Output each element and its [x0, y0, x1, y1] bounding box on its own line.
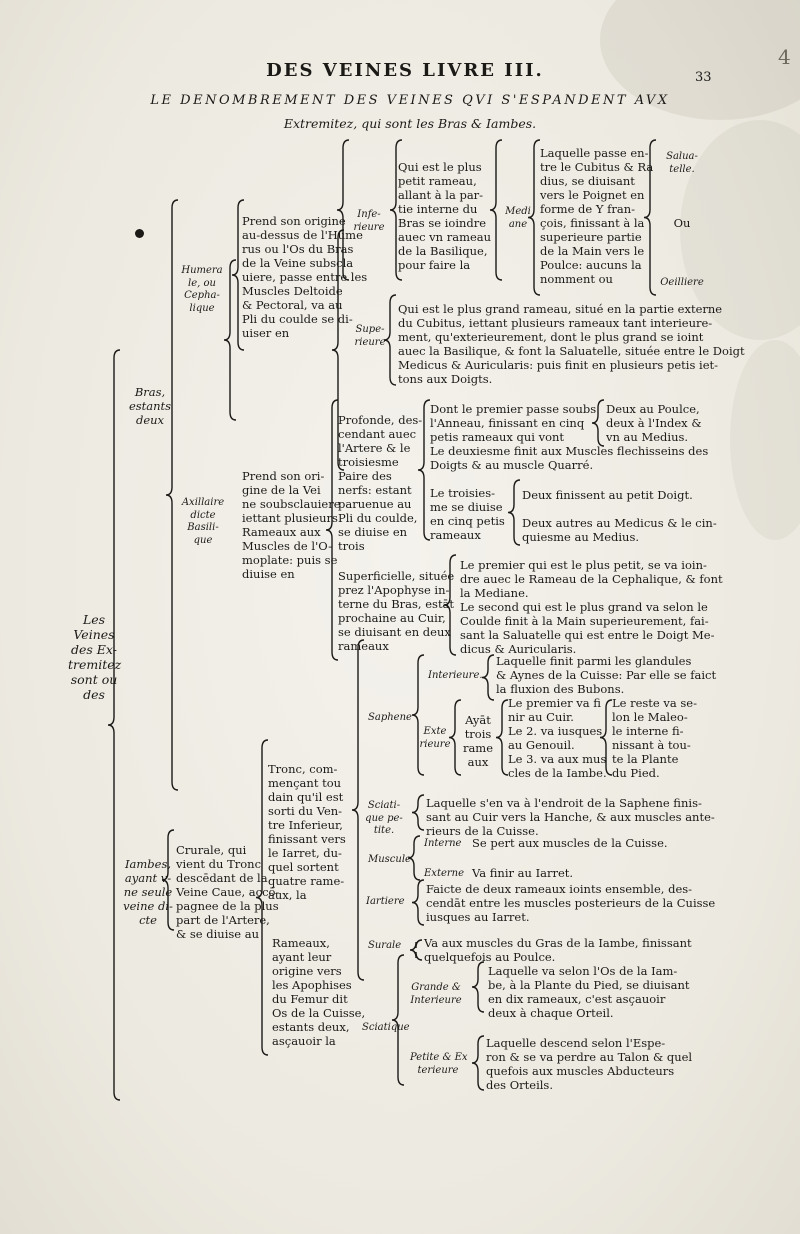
root-label-line: Veines — [73, 627, 115, 642]
superieure-desc-line: du Cubitus, iettant plusieurs rameaux tant interieure- — [398, 316, 713, 330]
inferieure-label — [350, 209, 388, 234]
axillaire-desc — [242, 469, 341, 581]
axillaire-label-line: dicte — [190, 509, 216, 521]
profonde-label-line: Pli du coulde, — [338, 511, 418, 525]
ou-label: Ou — [673, 216, 691, 230]
sciatique-grande-label — [410, 982, 462, 1007]
curly-brace — [472, 1036, 484, 1090]
saphene-exterieure-desc — [462, 713, 494, 769]
superficielle-second-line: sant la Saluatelle qui est entre le Doigt Me- — [460, 628, 715, 642]
tronc-desc-line: quel sortent — [268, 860, 339, 874]
profonde-second-line: Doigts & au muscle Quarré. — [430, 458, 594, 472]
axillaire-desc-line: gine de la Vei — [242, 483, 321, 497]
curly-brace — [508, 480, 520, 545]
inferieure-label-line: Infe- — [357, 209, 381, 220]
superficielle-label-line: se diuisant en deux — [338, 625, 451, 639]
superficielle-second-line: dicus & Auricularis. — [460, 642, 577, 656]
surale-desc — [424, 936, 692, 964]
inferieure-desc-line: de la Basilique, — [398, 244, 488, 258]
mediane-desc-line: forme de Y fran- — [540, 202, 636, 216]
saphene-exterieure-desc-line: aux — [467, 755, 489, 769]
saphene-reste-line: nissant à tou- — [612, 738, 691, 752]
bras-label — [122, 385, 178, 427]
axillaire-desc-line: Rameaux aux — [242, 525, 321, 539]
rameaux-desc-line: du Femur dit — [272, 992, 348, 1006]
tronc-desc-line: mençant tou — [268, 776, 342, 790]
page-title: DES VEINES LIVRE III. — [266, 60, 544, 81]
tronc-desc-line: tre Inferieur, — [268, 818, 343, 832]
bras-label-line: estants — [128, 399, 172, 413]
profonde-second — [430, 444, 708, 472]
mediane-desc-line: nomment ou — [540, 272, 613, 286]
curly-brace — [412, 795, 424, 830]
margin-mark: 4 — [778, 45, 791, 69]
profonde-first-branches-line: vn au Medius. — [606, 430, 689, 444]
saphene-rameaux — [508, 696, 607, 780]
superficielle-label-line: terne du Bras, estāt — [338, 597, 455, 611]
humerale-desc-line: Pli du coulde se di- — [242, 312, 353, 326]
rameaux-desc-line: Os de la Cuisse, — [272, 1006, 366, 1020]
profonde-first — [430, 402, 596, 444]
curly-brace — [410, 940, 422, 960]
profonde-third-b — [522, 516, 717, 544]
superficielle-second — [460, 600, 715, 656]
musculeuse-interne-desc: Se pert aux muscles de la Cuisse. — [472, 836, 668, 850]
rameaux-desc-line: origine vers — [272, 964, 342, 978]
sciatique-petite-ext-desc-line: des Orteils. — [486, 1078, 553, 1092]
bras-label-line: deux — [135, 413, 165, 427]
tronc-desc-line: aux, la — [268, 888, 307, 902]
iartiere-label: Iartiere — [366, 896, 405, 907]
mediane-label-line: ane — [508, 218, 528, 230]
crurale-desc-line: vient du Tronc — [176, 857, 262, 871]
inferieure-desc-line: petit rameau, — [398, 174, 477, 188]
axillaire-desc-line: moplate: puis se — [242, 553, 338, 567]
superieure-desc-line: auec la Basilique, & font la Saluatelle, située entre le Doigt — [398, 344, 745, 358]
saphene-exterieure-desc-line: trois — [464, 727, 492, 741]
mediane-desc-line: Poulce: aucuns la — [540, 258, 642, 272]
sciatique-grande-desc — [488, 964, 690, 1020]
iartiere-desc-line: cendāt entre les muscles posterieurs de la Cuisse — [426, 896, 716, 910]
saphene-rameaux-line: nir au Cuir. — [508, 710, 574, 724]
musculeuse-label: Muscule — [368, 854, 411, 865]
profonde-label-line: l'Artere & le — [338, 441, 411, 455]
profonde-third-line: rameaux — [430, 528, 481, 542]
iambes-label-line: Iambes, — [124, 857, 172, 871]
humerale-desc-line: rus ou l'Os du Bras — [242, 242, 354, 256]
profonde-first-branches — [606, 402, 702, 444]
superieure-desc-line: tons aux Doigts. — [398, 372, 493, 386]
sciatique-grande-desc-line: en dix rameaux, c'est asçauoir — [488, 992, 666, 1006]
axillaire-desc-line: ne soubsclauiere — [242, 497, 341, 511]
humerale-label-line: Cepha- — [184, 290, 220, 301]
saphene-label: Saphene — [368, 712, 412, 723]
saphene-reste — [612, 696, 697, 780]
humerale-label-line: le, ou — [188, 277, 216, 289]
iambes-label-line: ne seule — [123, 885, 173, 899]
sciatique-petite-ext-label — [410, 1052, 466, 1077]
profonde-label-line: se diuise en — [338, 525, 408, 539]
root-label-line: tremitez — [68, 657, 122, 672]
sciatique-label: Sciatique — [362, 1022, 410, 1033]
oeilliere-label: Oeilliere — [660, 277, 704, 288]
superieure-desc-line: Medicus & Auricularis: puis finit en plusieurs petis iet- — [398, 358, 719, 372]
axillaire-label — [178, 497, 228, 547]
saphene-exterieure-label-line: rieure — [419, 738, 451, 750]
curly-brace — [496, 700, 508, 775]
crurale-desc-line: Crurale, qui — [176, 843, 247, 857]
sciatique-petite-ext-label-line: Petite & Ex — [410, 1052, 468, 1063]
humerale-desc — [242, 214, 367, 340]
sciatique-petite-label — [364, 800, 404, 838]
superieure-label — [350, 324, 390, 349]
superieure-label-line: Supe- — [355, 324, 385, 335]
humerale-desc-line: Prend son origine — [242, 214, 346, 228]
sciatique-petite-ext-label-line: terieure — [417, 1064, 459, 1076]
rameaux-desc-line: les Apophises — [272, 978, 352, 992]
salvatelle-label-line: telle. — [669, 163, 695, 175]
superficielle-first-line: la Mediane. — [460, 586, 529, 600]
profonde-label-line: paruenue au — [338, 497, 412, 511]
superficielle-label-line: rameaux — [338, 639, 389, 653]
mediane-desc-line: tre le Cubitus & Ra — [540, 160, 654, 174]
profonde-label-line: troisiesme — [338, 455, 399, 469]
mediane-desc-line: vers le Poignet en — [540, 188, 645, 202]
surale-desc-line: quelquefois au Poulce. — [424, 950, 556, 964]
saphene-rameaux-line: Le 3. va aux mus — [508, 752, 607, 766]
profonde-first-line: Dont le premier passe soubs — [430, 402, 597, 416]
sciatique-petite-ext-desc-line: quefois aux muscles Abducteurs — [486, 1064, 675, 1078]
profonde-first-branches-line: Deux au Poulce, — [606, 402, 700, 416]
bras-label-line: Bras, — [134, 385, 166, 399]
mediane-desc — [540, 146, 653, 286]
profonde-third-b-line: Deux autres au Medicus & le cin- — [522, 516, 717, 530]
profonde-label-line: nerfs: estant — [338, 483, 412, 497]
profonde-first-branches-line: deux à l'Index & — [606, 416, 702, 430]
profonde-label-line: Paire des — [338, 469, 392, 483]
humerale-desc-line: de la Veine subscla — [242, 256, 354, 270]
saphene-exterieure-desc-line: rame — [462, 741, 494, 755]
subtitle-line-1: LE DENOMBREMENT DES VEINES QVI S'ESPANDENT AVX — [150, 93, 670, 108]
sciatique-grande-label-line: Grande & — [411, 982, 461, 993]
humerale-desc-line: Muscles Deltoide — [242, 284, 343, 298]
iambes-label-line: cte — [139, 913, 157, 927]
superficielle-label-line: Superficielle, située — [338, 569, 455, 583]
curly-brace — [108, 350, 120, 1100]
saphene-reste-line: du Pied. — [612, 766, 660, 780]
iambes-label — [120, 857, 176, 927]
subtitle-line-2: Extremitez, qui sont les Bras & Iambes. — [283, 116, 537, 131]
crurale-desc-line: & se diuise au — [176, 927, 260, 941]
humerale-label — [176, 265, 228, 315]
page-number: 33 — [695, 70, 712, 85]
root-label-line: Les — [82, 612, 106, 627]
rameaux-desc-line: asçauoir la — [272, 1034, 336, 1048]
saphene-exterieure-label-line: Exte — [423, 726, 447, 737]
superficielle-second-line: Le second qui est le plus grand va selon le — [460, 600, 708, 614]
tronc-desc — [268, 762, 346, 902]
mediane-label-line: Medi — [505, 206, 531, 217]
tronc-desc-line: sorti du Ven- — [268, 804, 343, 818]
bullet-mark — [135, 229, 144, 238]
curly-brace — [472, 962, 484, 1012]
saphene-exterieure-label — [418, 726, 452, 751]
iartiere-desc-line: iusques au Iarret. — [426, 910, 530, 924]
superficielle-label — [338, 569, 454, 653]
sciatique-grande-desc-line: Laquelle va selon l'Os de la Iam- — [488, 964, 678, 978]
superficielle-first-line: dre auec le Rameau de la Cephalique, & font — [460, 572, 723, 586]
sciatique-grande-desc-line: deux à chaque Orteil. — [488, 1006, 614, 1020]
sciatique-petite-ext-desc — [486, 1036, 692, 1092]
tronc-desc-line: le Iarret, du- — [268, 846, 342, 860]
crurale-desc-line: pagnee de la plus — [176, 899, 279, 913]
axillaire-desc-line: diuise en — [242, 567, 295, 581]
axillaire-desc-line: Prend son ori- — [242, 469, 325, 483]
profonde-third-b-line: quiesme au Medius. — [522, 530, 640, 544]
sciatique-petite-desc-line: Laquelle s'en va à l'endroit de la Saphene finis- — [426, 796, 702, 810]
sciatique-petite-desc-line: sant au Cuir vers la Hanche, & aux muscles ante- — [426, 810, 715, 824]
inferieure-desc — [398, 160, 491, 272]
rameaux-desc-line: Rameaux, — [272, 936, 330, 950]
mediane-label — [500, 206, 536, 231]
profonde-second-line: Le deuxiesme finit aux Muscles flechisseins des — [430, 444, 709, 458]
musculeuse-externe-label: Externe — [424, 868, 465, 879]
root-label-line: des — [83, 687, 105, 702]
musculeuse-externe-desc: Va finir au Iarret. — [472, 866, 574, 880]
root-label-line: des Ex- — [71, 642, 117, 657]
saphene-rameaux-line: Le 2. va iusques — [508, 724, 603, 738]
inferieure-desc-line: Qui est le plus — [398, 160, 482, 174]
sciatique-petite-desc-line: rieurs de la Cuisse. — [426, 824, 539, 838]
saphene-reste-line: le interne fi- — [612, 724, 684, 738]
saphene-rameaux-line: cles de la Iambe. — [508, 766, 607, 780]
profonde-third-line: Le troisies- — [430, 486, 495, 500]
mediane-desc-line: superieure partie — [540, 230, 642, 244]
superieure-desc-line: ment, qu'exterieurement, dont le plus grand se ioint — [398, 330, 704, 344]
humerale-desc-line: au-dessus de l'Hume — [242, 228, 363, 242]
curly-brace — [412, 655, 424, 775]
surale-label: Surale — [368, 940, 402, 951]
mediane-desc-line: de la Main vers le — [540, 244, 645, 258]
saphene-interieure-desc-line: la fluxion des Bubons. — [496, 682, 625, 696]
profonde-first-line: petis rameaux qui vont — [430, 430, 565, 444]
profonde-first-line: l'Anneau, finissant en cinq — [430, 416, 585, 430]
axillaire-desc-line: iettant plusieurs — [242, 511, 338, 525]
rameaux-desc-line: estants deux, — [272, 1020, 350, 1034]
mediane-desc-line: dius, se diuisant — [540, 174, 635, 188]
sciatique-grande-desc-line: be, à la Plante du Pied, se diuisant — [488, 978, 690, 992]
inferieure-desc-line: pour faire la — [398, 258, 471, 272]
iartiere-desc-line: Faicte de deux rameaux ioints ensemble, des- — [426, 882, 693, 896]
tronc-desc-line: dain qu'il est — [268, 790, 344, 804]
humerale-desc-line: uiser en — [242, 326, 290, 340]
saphene-rameaux-line: Le premier va fi — [508, 696, 601, 710]
axillaire-desc-line: Muscles de l'O- — [242, 539, 332, 553]
superficielle-label-line: prochaine au Cuir, — [338, 611, 446, 625]
inferieure-desc-line: allant à la par- — [398, 188, 484, 202]
tronc-desc-line: finissant vers — [268, 832, 346, 846]
inferieure-desc-line: tie interne du — [398, 202, 478, 216]
profonde-label-line: trois — [338, 539, 365, 553]
sciatique-petite-desc — [426, 796, 715, 838]
inferieure-desc-line: Bras se ioindre — [398, 216, 487, 230]
root-label-line: sont ou — [70, 672, 118, 687]
salvatelle-label-line: Salua- — [666, 151, 698, 162]
crurale-desc — [176, 843, 279, 941]
saphene-reste-line: Le reste va se- — [612, 696, 697, 710]
superieure-label-line: rieure — [354, 336, 386, 348]
saphene-interieure-desc — [496, 654, 716, 696]
profonde-label-line: cendant auec — [338, 427, 417, 441]
iambes-label-line: ayant v- — [124, 871, 172, 885]
profonde-third-line: en cinq petis — [430, 514, 505, 528]
curly-brace — [352, 640, 364, 980]
saphene-interieure-desc-line: & Aynes de la Cuisse: Par elle se faict — [496, 668, 717, 682]
axillaire-label-line: Axillaire — [181, 497, 225, 508]
sciatique-petite-ext-desc-line: ron & se va perdre au Talon & quel — [486, 1050, 693, 1064]
inferieure-desc-line: auec vn rameau — [398, 230, 492, 244]
saphene-interieure-label: Interieure. — [428, 670, 483, 681]
musculeuse-interne-label: Interne — [424, 838, 462, 849]
humerale-label-line: lique — [189, 302, 215, 314]
profonde-label — [338, 413, 422, 553]
profonde-third-a: Deux finissent au petit Doigt. — [522, 488, 693, 502]
profonde-third — [430, 486, 505, 542]
inferieure-label-line: rieure — [353, 221, 385, 233]
curly-brace — [412, 880, 424, 925]
crurale-desc-line: part de l'Artere, — [176, 913, 270, 927]
superficielle-label-line: prez l'Apophyse in- — [338, 583, 450, 597]
saphene-reste-line: te la Plante — [612, 752, 679, 766]
sciatique-petite-label-line: Sciati- — [367, 800, 401, 811]
surale-desc-line: Va aux muscles du Gras de la Iambe, finissant — [424, 936, 692, 950]
iartiere-desc — [426, 882, 715, 924]
curly-brace — [482, 655, 494, 700]
superieure-desc — [398, 302, 745, 386]
crurale-desc-line: descēdant de la — [176, 871, 268, 885]
superficielle-second-line: Coulde finit à la Main superieurement, fai- — [460, 614, 709, 628]
saphene-interieure-desc-line: Laquelle finit parmi les glandules — [496, 654, 692, 668]
humerale-desc-line: & Pectoral, va au — [242, 298, 343, 312]
rameaux-desc-line: ayant leur — [272, 950, 332, 964]
saphene-rameaux-line: au Genouil. — [508, 738, 575, 752]
axillaire-label-line: que — [193, 534, 213, 546]
mediane-desc-line: Laquelle passe en- — [540, 146, 649, 160]
sciatique-grande-label-line: Interieure — [410, 994, 462, 1006]
superficielle-first — [460, 558, 723, 600]
curly-brace — [392, 955, 404, 1085]
sciatique-petite-ext-desc-line: Laquelle descend selon l'Espe- — [486, 1036, 666, 1050]
sciatique-petite-label-line: tite. — [373, 825, 395, 836]
iambes-label-line: veine di- — [123, 899, 173, 913]
saphene-reste-line: lon le Maleo- — [612, 710, 688, 724]
humerale-desc-line: uiere, passe entre les — [242, 270, 368, 284]
tronc-desc-line: quatre rame- — [268, 874, 345, 888]
axillaire-label-line: Basili- — [187, 522, 219, 533]
superieure-desc-line: Qui est le plus grand rameau, situé en la partie externe — [398, 302, 723, 316]
sciatique-petite-label-line: que pe- — [365, 812, 403, 824]
root-label — [68, 612, 120, 702]
superficielle-first-line: Le premier qui est le plus petit, se va ioin- — [460, 558, 707, 572]
salvatelle-label — [660, 151, 704, 176]
tronc-desc-line: Tronc, com- — [268, 762, 338, 776]
saphene-exterieure-desc-line: Ayāt — [465, 713, 491, 727]
crurale-desc-line: Veine Caue, accō- — [176, 885, 280, 899]
humerale-label-line: Humera — [181, 265, 223, 276]
mediane-desc-line: çois, finissant à la — [540, 216, 645, 230]
profonde-label-line: Profonde, des- — [338, 413, 423, 427]
profonde-third-line: me se diuise — [430, 500, 503, 514]
rameaux-desc — [272, 936, 365, 1048]
